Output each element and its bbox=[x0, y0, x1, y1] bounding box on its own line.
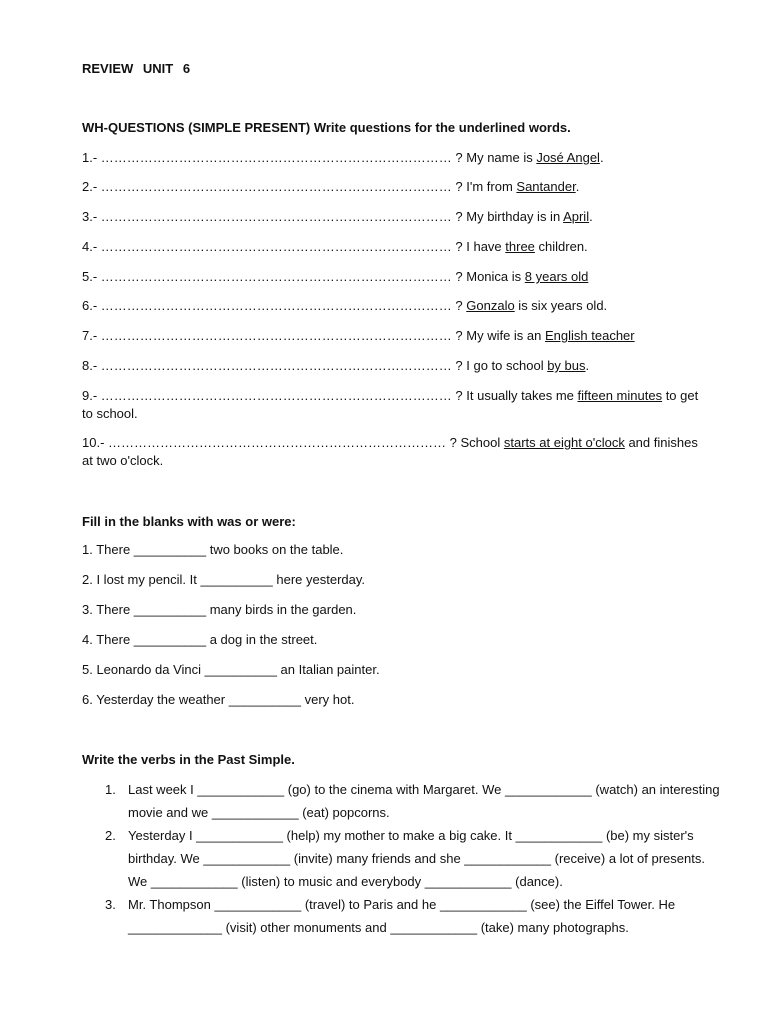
list-item bbox=[82, 893, 722, 939]
item-number: 7.- bbox=[82, 328, 98, 343]
underlined-words: 8 years old bbox=[524, 269, 589, 284]
wh-question-item bbox=[82, 208, 712, 226]
sentence-end: . bbox=[599, 150, 604, 165]
fill-blank-item: 3. There __________ many birds in the garden. bbox=[82, 602, 357, 617]
sentence-start: ? I go to school bbox=[451, 358, 548, 373]
sentence-start: ? My wife is an bbox=[451, 328, 545, 343]
wh-question-item bbox=[82, 297, 712, 315]
item-number: 1.- bbox=[82, 150, 98, 165]
underlined-words: April bbox=[563, 209, 590, 224]
underlined-words: by bus bbox=[547, 358, 586, 373]
sentence-start: ? My name is bbox=[451, 150, 537, 165]
answer-dots: ……………………………………………………………………… bbox=[100, 388, 452, 403]
item-number: 3.- bbox=[82, 209, 98, 224]
fill-blank-item: 5. Leonardo da Vinci __________ an Italian painter. bbox=[82, 662, 380, 677]
list-item bbox=[82, 778, 722, 824]
past-simple-list bbox=[82, 778, 722, 939]
underlined-words: starts at eight o'clock bbox=[503, 435, 625, 450]
item-number: 10.- bbox=[82, 435, 105, 450]
past-section-heading: Write the verbs in the Past Simple. bbox=[82, 752, 295, 767]
item-number: 1. bbox=[105, 782, 116, 797]
fill-blank-item: 6. Yesterday the weather __________ very hot. bbox=[82, 692, 355, 707]
wh-question-item bbox=[82, 434, 712, 470]
item-number: 2. bbox=[105, 828, 116, 843]
exercise-text: Last week I ____________ (go) to the cinema with Margaret. We ____________ (watch) an interesting movie and we ____________ (eat) popcorns. bbox=[128, 782, 720, 820]
sentence-start: ? I have bbox=[451, 239, 506, 254]
item-number: 4.- bbox=[82, 239, 98, 254]
list-item bbox=[82, 824, 722, 893]
answer-dots: ……………………………………………………………………… bbox=[100, 239, 452, 254]
fill-section-heading: Fill in the blanks with was or were: bbox=[82, 514, 296, 529]
sentence-end: . bbox=[589, 209, 593, 224]
underlined-words: José Angel bbox=[536, 150, 600, 165]
sentence-end: and finishes at two o'clock. bbox=[82, 435, 698, 468]
sentence-start: ? School bbox=[446, 435, 504, 450]
item-number: 8.- bbox=[82, 358, 98, 373]
sentence-start: ? Monica is bbox=[451, 269, 525, 284]
fill-blank-item: 1. There __________ two books on the table. bbox=[82, 542, 344, 557]
item-number: 2.- bbox=[82, 179, 98, 194]
answer-dots: ……………………………………………………………………… bbox=[100, 179, 452, 194]
sentence-start: ? bbox=[451, 298, 467, 313]
underlined-words: Santander bbox=[516, 179, 576, 194]
wh-question-item bbox=[82, 387, 712, 423]
item-number: 6.- bbox=[82, 298, 98, 313]
answer-dots: ……………………………………………………………………… bbox=[100, 269, 452, 284]
answer-dots: ……………………………………………………………………… bbox=[100, 328, 452, 343]
item-number: 3. bbox=[105, 897, 116, 912]
item-number: 9.- bbox=[82, 388, 98, 403]
wh-question-item bbox=[82, 327, 712, 345]
underlined-words: fifteen minutes bbox=[577, 388, 663, 403]
fill-blank-item: 2. I lost my pencil. It __________ here yesterday. bbox=[82, 572, 366, 587]
sentence-end: . bbox=[585, 358, 590, 373]
sentence-start: ? My birthday is in bbox=[451, 209, 564, 224]
sentence-end: children. bbox=[534, 239, 588, 254]
sentence-start: ? It usually takes me bbox=[451, 388, 578, 403]
underlined-words: three bbox=[505, 239, 535, 254]
wh-question-item bbox=[82, 238, 712, 256]
exercise-text: Yesterday I ____________ (help) my mother to make a big cake. It ____________ (be) my sister's birthday. We ____________ (invite) many friends and she ____________ (receive) a lot of presents. We ____________ (listen) to music and everybody ____________ (dance). bbox=[128, 828, 705, 889]
sentence-end: is six years old. bbox=[514, 298, 608, 313]
page-title: REVIEW UNIT 6 bbox=[82, 61, 191, 76]
underlined-words: Gonzalo bbox=[466, 298, 515, 313]
answer-dots: ……………………………………………………………………… bbox=[100, 358, 452, 373]
item-number: 5.- bbox=[82, 269, 98, 284]
wh-section-heading: WH-QUESTIONS (SIMPLE PRESENT) Write questions for the underlined words. bbox=[82, 120, 571, 135]
underlined-words: English teacher bbox=[545, 328, 635, 343]
sentence-end: . bbox=[575, 179, 580, 194]
answer-dots: ……………………………………………………………………… bbox=[100, 150, 452, 165]
sentence-end: to get to school. bbox=[82, 388, 699, 421]
answer-dots: ……………………………………………………………………… bbox=[100, 298, 452, 313]
wh-question-item bbox=[82, 178, 712, 196]
sentence-start: ? I'm from bbox=[451, 179, 517, 194]
answer-dots: …………………………………………………………………… bbox=[108, 435, 447, 450]
fill-blank-item: 4. There __________ a dog in the street. bbox=[82, 632, 318, 647]
wh-question-item bbox=[82, 268, 712, 286]
answer-dots: ……………………………………………………………………… bbox=[100, 209, 452, 224]
wh-question-item bbox=[82, 149, 712, 167]
wh-question-item bbox=[82, 357, 712, 375]
exercise-text: Mr. Thompson ____________ (travel) to Paris and he ____________ (see) the Eiffel Tower. He _____________ (visit) other monuments and ____________ (take) many photographs. bbox=[128, 897, 676, 935]
